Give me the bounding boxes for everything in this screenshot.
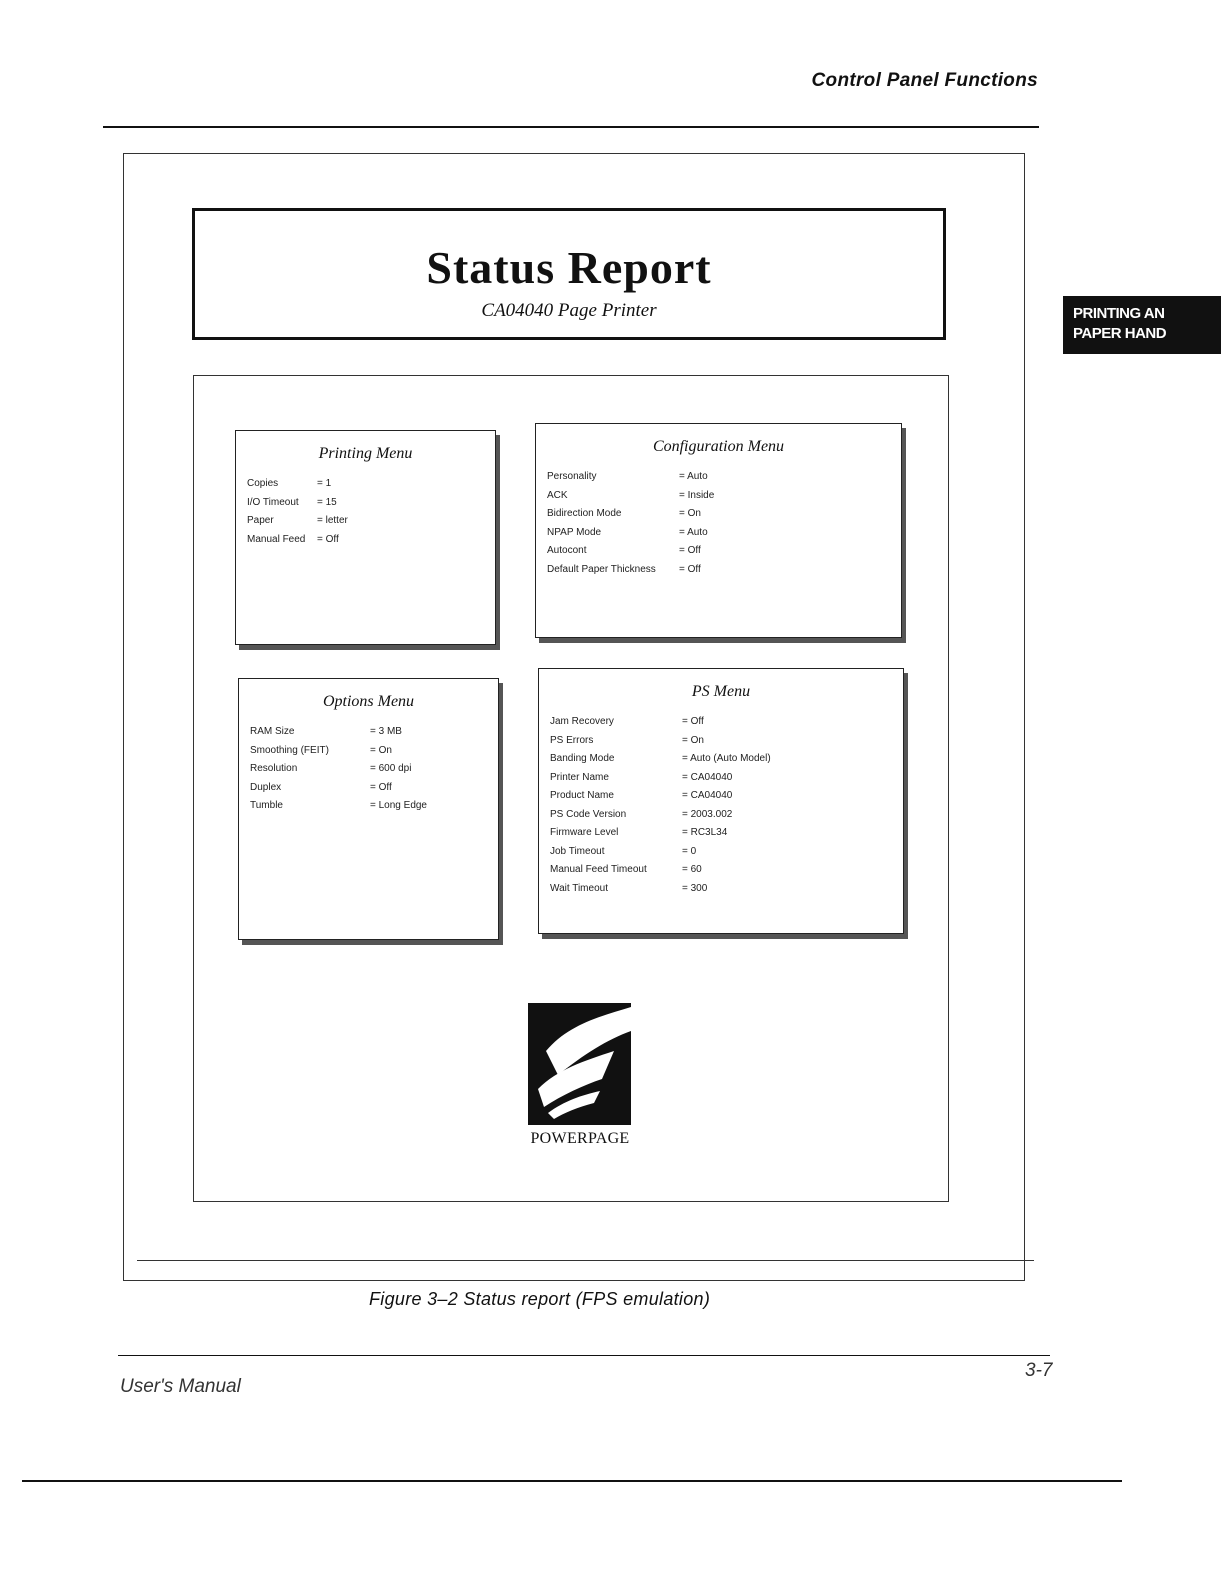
configuration-menu-panel [535, 423, 902, 638]
configuration-menu-rows [536, 468, 901, 579]
printing-menu-panel [235, 430, 496, 645]
powerpage-logo-icon [528, 1003, 631, 1125]
row-key: Manual Feed Timeout [550, 864, 647, 875]
configuration-menu-title: Configuration Menu [652, 438, 785, 455]
options-menu-panel [238, 678, 499, 940]
row-key: Resolution [250, 763, 298, 774]
row-value: = Off [679, 545, 701, 556]
menu-row [247, 475, 495, 494]
row-key: Copies [247, 478, 279, 489]
row-value: = Auto [679, 471, 708, 482]
menu-row [550, 787, 903, 806]
row-value: = On [682, 734, 704, 746]
footer-rule [118, 1355, 1050, 1356]
menu-row [247, 512, 495, 531]
menu-row [547, 524, 901, 543]
ps-menu-panel [538, 668, 904, 934]
row-value: = letter [317, 515, 348, 526]
report-title: Status Report [426, 242, 712, 293]
menu-row [550, 713, 903, 732]
printing-menu-title: Printing Menu [318, 445, 413, 462]
bottom-rule [22, 1480, 1122, 1482]
menu-row [547, 542, 901, 561]
options-menu-rows [239, 723, 498, 816]
row-key: Tumble [250, 800, 283, 811]
side-tab-line-2: PAPER HAND [1073, 325, 1167, 342]
row-value: = On [679, 508, 701, 519]
row-key: PS Errors [550, 734, 594, 746]
row-key: Firmware Level [550, 827, 619, 838]
row-value: = Auto (Auto Model) [682, 753, 771, 764]
row-value: = 300 [682, 882, 708, 894]
row-value: = 60 [682, 864, 702, 875]
menu-row [250, 797, 498, 816]
printing-menu-rows [236, 475, 495, 549]
row-key: Manual Feed [247, 533, 306, 545]
row-key: NPAP Mode [547, 526, 602, 538]
header-rule [103, 126, 1039, 128]
row-value: = 2003.002 [682, 808, 733, 820]
row-value: = CA04040 [682, 790, 733, 801]
menu-row [250, 723, 498, 742]
row-value: = RC3L34 [682, 827, 728, 838]
menu-row [547, 505, 901, 524]
row-key: Banding Mode [550, 753, 615, 764]
figure-frame-bottom [137, 1260, 1034, 1261]
row-key: Smoothing (FEIT) [250, 744, 329, 756]
menu-row [547, 468, 901, 487]
powerpage-logo-text: POWERPAGE [530, 1130, 630, 1147]
row-key: Printer Name [550, 771, 609, 783]
side-tab-line-1: PRINTING AN [1073, 305, 1165, 322]
report-title-box [192, 208, 946, 340]
section-side-tab [1063, 296, 1221, 354]
row-key: Wait Timeout [550, 882, 608, 894]
menu-row [250, 742, 498, 761]
ps-menu-rows [539, 713, 903, 898]
menu-row [550, 861, 903, 880]
menu-row [550, 880, 903, 899]
row-value: = Off [682, 716, 704, 727]
menu-row [250, 760, 498, 779]
menu-row [550, 824, 903, 843]
ps-menu-title: PS Menu [691, 683, 751, 700]
row-value: = On [370, 744, 392, 756]
footer-manual-title: User's Manual [120, 1376, 241, 1397]
row-value: = Auto [679, 526, 708, 538]
menu-row [247, 494, 495, 513]
row-key: PS Code Version [550, 808, 627, 820]
row-value: = 3 MB [370, 726, 402, 737]
report-subtitle: CA04040 Page Printer [481, 300, 657, 321]
row-value: = 15 [317, 496, 337, 508]
row-value: = Off [679, 563, 701, 575]
menu-row [547, 561, 901, 580]
row-key: Bidirection Mode [547, 508, 622, 519]
row-key: RAM Size [250, 726, 295, 737]
row-key: Personality [547, 471, 597, 482]
menu-row [550, 769, 903, 788]
options-menu-title: Options Menu [322, 693, 415, 710]
menu-row [550, 750, 903, 769]
row-key: Paper [247, 515, 274, 526]
menu-row [550, 732, 903, 751]
row-value: = Off [317, 533, 339, 545]
menu-row [550, 843, 903, 862]
row-key: Default Paper Thickness [547, 563, 656, 575]
page-number: 3-7 [1025, 1360, 1053, 1381]
figure-caption: Figure 3–2 Status report (FPS emulation) [369, 1289, 711, 1309]
row-key: Duplex [250, 781, 282, 793]
row-key: Product Name [550, 790, 614, 801]
row-value: = 1 [317, 478, 332, 489]
row-value: = 0 [682, 845, 697, 857]
row-key: Autocont [547, 545, 587, 556]
section-title: Control Panel Functions [811, 70, 1038, 91]
menu-row [550, 806, 903, 825]
row-key: I/O Timeout [247, 496, 299, 508]
row-value: = 600 dpi [370, 763, 412, 774]
row-value: = Off [370, 781, 392, 793]
row-key: Jam Recovery [550, 716, 614, 727]
menu-row [250, 779, 498, 798]
menu-row [247, 531, 495, 550]
row-key: Job Timeout [550, 845, 605, 857]
row-value: = Inside [679, 489, 715, 501]
row-value: = CA04040 [682, 771, 733, 783]
row-key: ACK [547, 489, 568, 501]
menu-row [547, 487, 901, 506]
row-value: = Long Edge [370, 800, 427, 811]
